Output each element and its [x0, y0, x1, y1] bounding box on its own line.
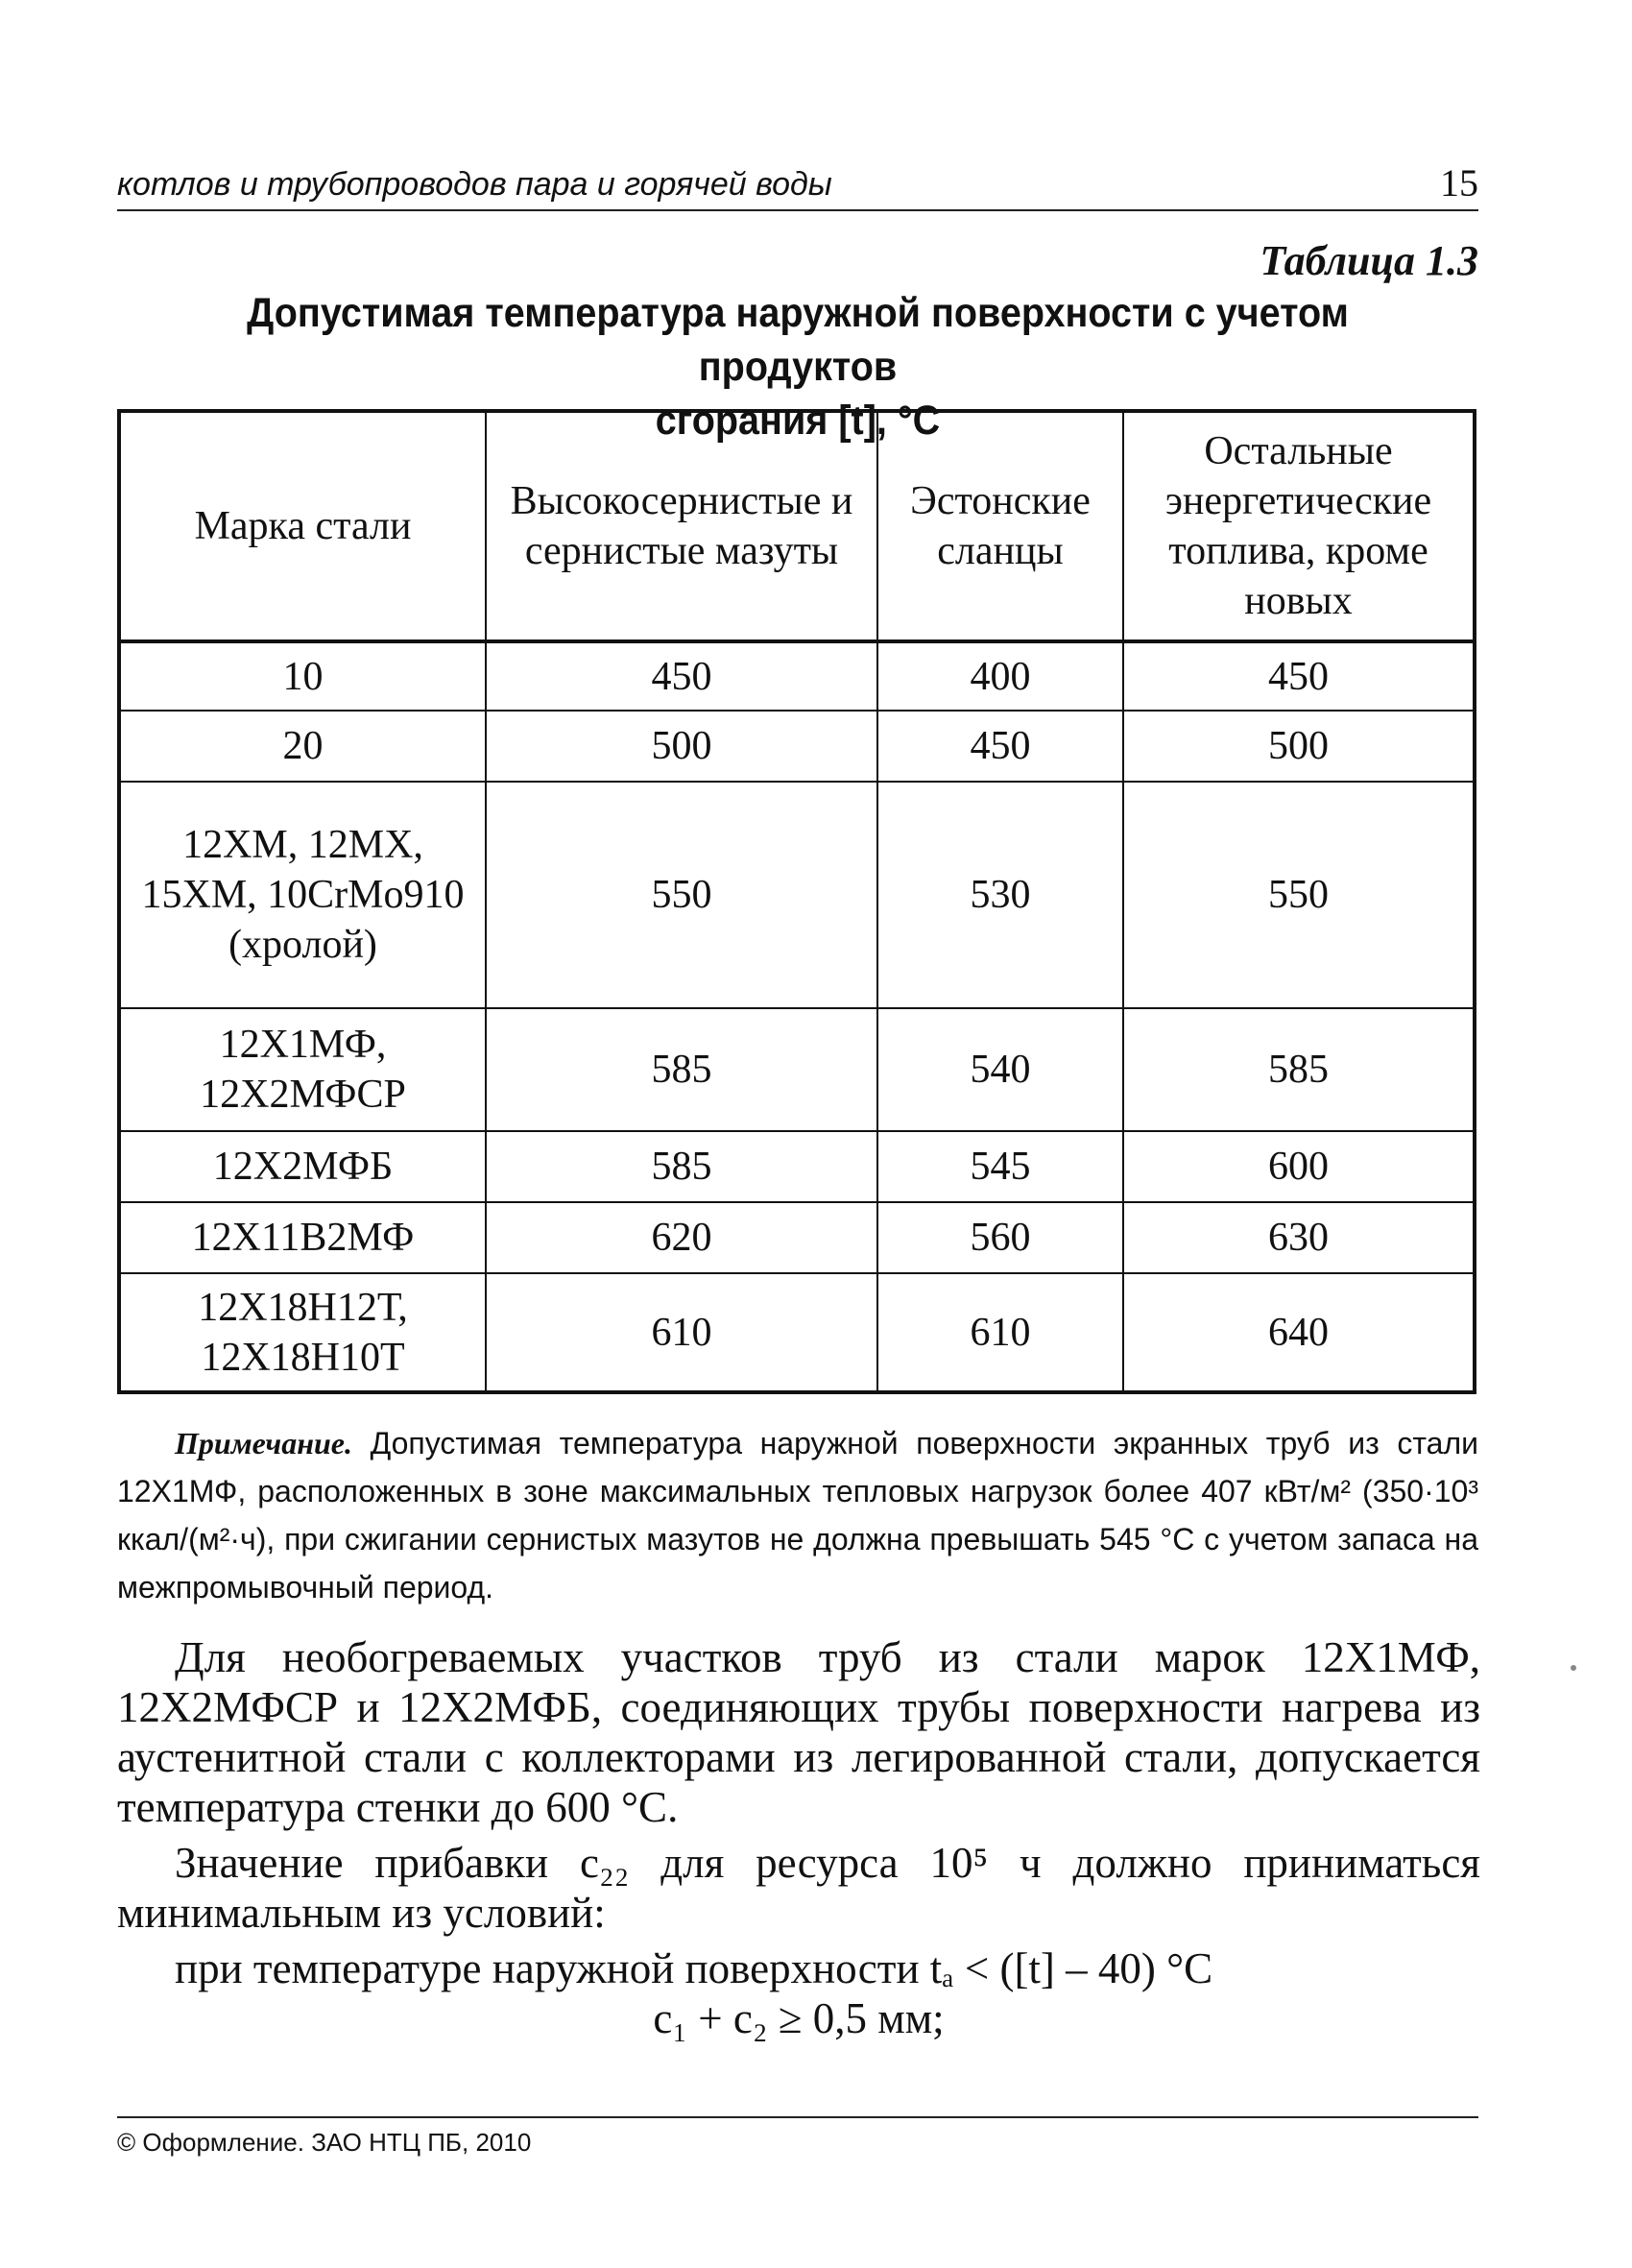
page-footer	[117, 2116, 1478, 2158]
value-cell: 450	[486, 641, 877, 711]
column-header: Марка стали	[119, 411, 486, 641]
value-cell: 630	[1123, 1202, 1475, 1273]
value-cell: 600	[1123, 1131, 1475, 1202]
table-row	[119, 782, 1475, 1008]
table-row	[119, 1273, 1475, 1392]
table-title-line1: Допустимая температура наружной поверхности с учетом продуктов	[247, 290, 1349, 390]
value-cell: 550	[486, 782, 877, 1008]
value-cell: 545	[877, 1131, 1123, 1202]
value-cell: 450	[1123, 641, 1475, 711]
value-cell: 450	[877, 711, 1123, 782]
value-cell: 560	[877, 1202, 1123, 1273]
table-row	[119, 1131, 1475, 1202]
note-text: Допустимая температура наружной поверхности экранных труб из стали 12Х1МФ, расположенных в зоне максимальных тепловых нагрузок более 407 кВт/м² (350·10³ ккал/(м²·ч), при сжигании сернистых мазутов не должна превышать 545 °С с учетом запаса на межпромывочный период.	[117, 1426, 1479, 1604]
column-header: Остальные энергетические топлива, кроме новых	[1123, 411, 1475, 641]
table-title-line2: сгорания [t], °С	[655, 398, 941, 444]
margin-dot	[1571, 1665, 1576, 1671]
table-row	[119, 641, 1475, 711]
steel-grade-cell: 10	[119, 641, 486, 711]
steel-grade-cell: 12Х2МФБ	[119, 1131, 486, 1202]
page-header	[117, 159, 1478, 211]
note-label: Примечание.	[175, 1426, 352, 1460]
value-cell: 550	[1123, 782, 1475, 1008]
paragraph: Для необогреваемых участков труб из стали марок 12Х1МФ, 12Х2МФСР и 12Х2МФБ, соединяющих трубы поверхности нагрева из аустенитной стали с коллекторами из легированной стали, допускается температура стенки до 600 °С.	[117, 1633, 1480, 1831]
column-header: Высокосернистые и сернистые мазуты	[486, 411, 877, 641]
formula: c₁ + c₂ ≥ 0,5 мм;	[653, 1994, 945, 2042]
table-row	[119, 1008, 1475, 1131]
value-cell: 500	[1123, 711, 1475, 782]
value-cell: 530	[877, 782, 1123, 1008]
copyright-text: © Оформление. ЗАО НТЦ ПБ, 2010	[117, 2128, 532, 2157]
running-title: котлов и трубопроводов пара и горячей воды	[117, 166, 832, 203]
steel-grade-cell: 12Х11В2МФ	[119, 1202, 486, 1273]
value-cell: 500	[486, 711, 877, 782]
steel-grade-cell: 12Х1МФ, 12Х2МФСР	[119, 1008, 486, 1131]
body-text	[117, 1632, 1480, 2043]
table-header-row	[119, 411, 1475, 641]
steel-grade-cell: 12ХМ, 12МХ, 15ХМ, 10CrMo910 (хролой)	[119, 782, 486, 1008]
value-cell: 400	[877, 641, 1123, 711]
value-cell: 585	[486, 1131, 877, 1202]
value-cell: 540	[877, 1008, 1123, 1131]
paragraph: Значение прибавки c₂₂ для ресурса 10⁵ ч должно приниматься минимальным из условий:	[117, 1839, 1480, 1937]
value-cell: 610	[877, 1273, 1123, 1392]
value-cell: 585	[1123, 1008, 1475, 1131]
value-cell: 610	[486, 1273, 877, 1392]
steel-grade-cell: 20	[119, 711, 486, 782]
steel-grade-cell: 12Х18Н12Т, 12Х18Н10Т	[119, 1273, 486, 1392]
page-number: 15	[1440, 161, 1478, 205]
steel-temperature-table	[117, 409, 1476, 1394]
column-header: Эстонские сланцы	[877, 411, 1123, 641]
value-cell: 585	[486, 1008, 877, 1131]
table-note	[117, 1419, 1478, 1611]
value-cell: 640	[1123, 1273, 1475, 1392]
table-row	[119, 711, 1475, 782]
condition-text: при температуре наружной поверхности tₐ < ([t] – 40) °С	[175, 1944, 1213, 1992]
value-cell: 620	[486, 1202, 877, 1273]
table-row	[119, 1202, 1475, 1273]
table-number: Таблица 1.3	[1260, 237, 1478, 284]
